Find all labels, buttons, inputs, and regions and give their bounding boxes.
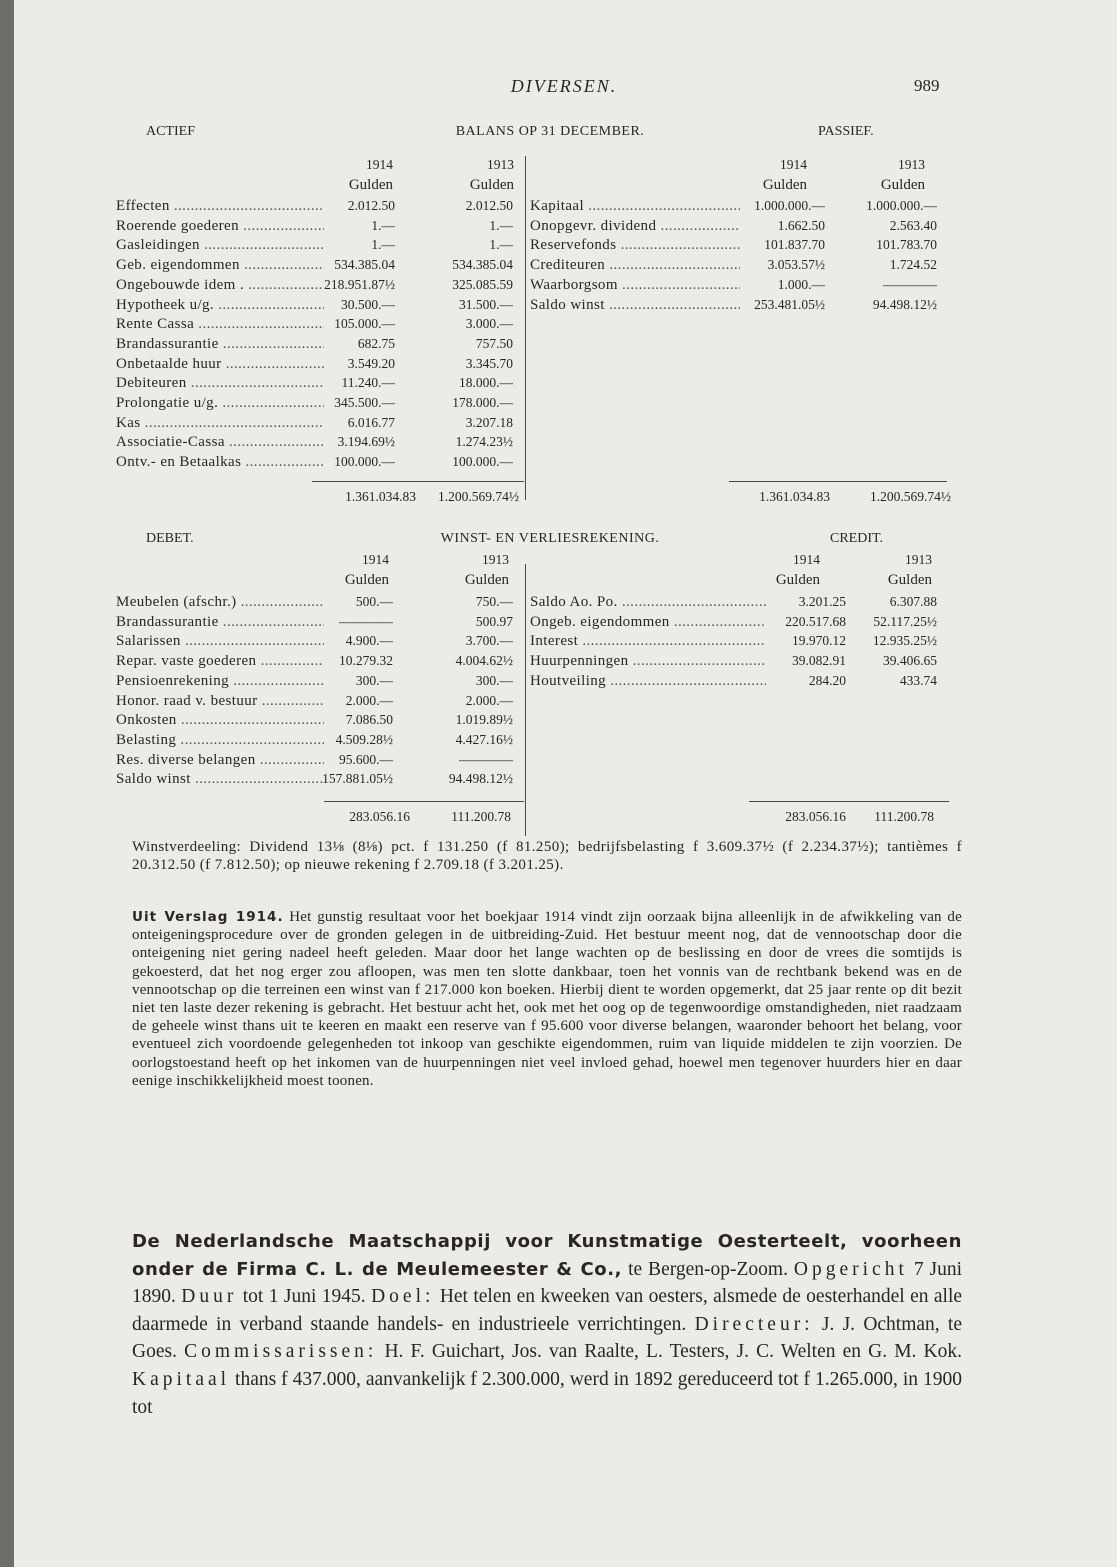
annual-report-excerpt [132, 908, 962, 1090]
total-value: 111.200.78 [451, 809, 511, 824]
duration-label: Duur [181, 1286, 238, 1308]
value-1914: 1.000.— [777, 276, 825, 292]
value-1913: 534.385.04 [452, 257, 513, 273]
row-label: Brandassurantie ..... [116, 612, 324, 632]
row-label: Ongebouwde idem . ..... [116, 275, 324, 295]
value-1913: 3.207.18 [465, 414, 513, 430]
table-row [14, 196, 1117, 216]
value-1914: 19.970.12 [792, 633, 846, 649]
row-label: Ongeb. eigendommen ..... [530, 612, 766, 632]
row-label: Reservefonds ..... [530, 235, 740, 255]
row-label: Salarissen ..... [116, 631, 324, 651]
value-1914: 100.000.— [334, 454, 395, 470]
table-row [14, 413, 1117, 433]
row-label: Pensioenrekening ..... [116, 671, 324, 691]
value-1913: 94.498.12½ [448, 771, 513, 787]
value-1913: 178.000.— [452, 395, 513, 410]
purpose-value: Het telen en kweeken van oesters, alsmede de oesterhandel en alle daarmede in verband staande handels- en industrieele verrichtingen. [132, 1286, 963, 1335]
value-1913: 500.97 [475, 613, 513, 629]
profit-distribution: Winstverdeeling: Dividend 13⅛ (8⅛) pct. f 131.250 (f 81.250); bedrijfsbelasting f 3.609.37½ (f 2.234.37½); tantièmes f 20.312.50 (f 7.812.50); op nieuwe rekening f 2.709.18 (f 3.201.25). [132, 839, 962, 873]
value-1913: ———— [459, 751, 513, 767]
value-1913: 325.085.59 [452, 276, 513, 292]
row-label: Gasleidingen ..... [116, 235, 324, 255]
value-1914: 220.517.68 [785, 613, 846, 629]
credit-total-rule [749, 801, 949, 802]
balance-divider [525, 156, 526, 500]
unit-heading: Gulden [880, 177, 925, 193]
value-1914: 3.201.25 [798, 594, 846, 609]
value-1914: 4.900.— [345, 633, 393, 649]
value-1914: 253.481.05½ [754, 296, 825, 312]
value-1914: 30.500.— [341, 296, 395, 312]
passief-label: PASSIEF. [818, 124, 874, 139]
table-row [14, 373, 1117, 393]
assets-total-rule [312, 481, 524, 482]
capital-value: thans f 437.000, aanvankelijk f 2.300.000, werd in 1892 gereduceerd tot f 1.265.000, in 1900 tot [132, 1368, 962, 1418]
value-1913: 94.498.12½ [872, 296, 937, 312]
value-1913: 1.274.23½ [455, 434, 513, 450]
page-number: 989 [914, 76, 940, 95]
row-label: Onkosten ..... [116, 710, 324, 730]
value-1913: 100.000.— [452, 454, 513, 470]
year-heading: 1914 [793, 552, 820, 567]
row-label: Kapitaal ..... [530, 196, 740, 216]
value-1913: 300.— [475, 672, 513, 688]
debet-label: DEBET. [146, 531, 194, 546]
row-label: Roerende goederen ..... [116, 216, 324, 236]
report-heading: Uit Verslag 1914. [132, 909, 284, 925]
table-row [14, 671, 1117, 691]
commissioners-label: Commissarissen: [184, 1341, 378, 1363]
row-label: Onopgevr. dividend ..... [530, 216, 740, 236]
table-row [14, 235, 1117, 255]
company-name: De Nederlandsche Maatschappij voor Kunstmatige Oesterteelt, voorheen onder de Firma C. L. de Meulemeester & Co., [132, 1231, 962, 1280]
row-label: Repar. vaste goederen ..... [116, 651, 324, 671]
row-label: Saldo winst ..... [116, 769, 324, 789]
value-1914: 3.053.57½ [767, 257, 825, 273]
running-title: DIVERSEN. [510, 76, 618, 96]
table-row [14, 452, 1117, 472]
year-heading: 1914 [780, 157, 807, 172]
value-1913: 39.406.65 [883, 653, 937, 669]
value-1914: 682.75 [357, 335, 395, 351]
row-label: Rente Cassa ..... [116, 314, 324, 334]
table-row [14, 651, 1117, 671]
row-label: Onbetaalde huur ..... [116, 354, 324, 374]
balance-title: BALANS OP 31 DECEMBER. [455, 124, 645, 139]
company-entry [132, 1228, 962, 1421]
value-1914: 1.— [371, 237, 395, 253]
row-label: Honor. raad v. bestuur ..... [116, 691, 324, 711]
value-1914: 6.016.77 [347, 414, 395, 430]
value-1913: 1.000.000.— [866, 198, 937, 213]
report-text: Het gunstig resultaat voor het boekjaar 1914 vindt zijn oorzaak bijna alleenlijk in de afwikkeling van de onteigeningsprocedure over de gronden gelegen in de uitbreiding-Zuid. Het bestuur meent nog, dat de vennootschap door die onteigening niet gering nadeel heeft geleden. Maar door het lange wachten op de beslissing en door de vrees die somtijds is gekoesterd, dat het nog erger zou afloopen, was men ten slotte dankbaar, toen het vonnis van de rechtbank bekend was en de vennootschap op die terreinen een winst van f 217.000 kon boeken. Hierbij dient te worden opgemerkt, dat 25 jaar rente op dit bezit niet ten laste dezer rekening is gebracht. Het bestuur acht het, ook met het oog op de tegenwoordige omstandigheden, niet raadzaam de geheele winst thans uit te keeren en maakt een reserve van f 95.600 voor diverse belangen, waaronder behoort het belang, voor eventueel zich voordoende gelegenheden tot inkoop van geschikte eigendommen, ruim van liquide middelen te zijn voorzien. De oorlogstoestand heeft op het inkomen van de huurpenningen niet veel invloed gehad, hoewel men tegenover huurders hier en daar eenige inschikkelijkheid moest toonen. [132, 909, 962, 1089]
value-1913: ———— [883, 276, 937, 292]
table-row [14, 710, 1117, 730]
value-1914: 284.20 [808, 672, 846, 688]
unit-heading: Gulden [469, 177, 514, 193]
value-1914: 101.837.70 [764, 237, 825, 253]
value-1914: 1.— [371, 217, 395, 233]
year-heading: 1913 [905, 552, 932, 567]
value-1913: 12.935.25½ [872, 633, 937, 649]
value-1913: 1.— [489, 237, 513, 253]
row-label: Belasting ..... [116, 730, 324, 750]
row-label: Saldo winst ..... [530, 295, 740, 315]
row-label: Associatie-Cassa ..... [116, 432, 324, 452]
value-1914: 7.086.50 [345, 712, 393, 728]
table-row [14, 275, 1117, 295]
year-heading: 1913 [487, 157, 514, 172]
value-1914: ———— [339, 613, 393, 629]
row-label: Meubelen (afschr.) ..... [116, 592, 324, 612]
value-1914: 10.279.32 [339, 653, 393, 669]
duration-value: tot 1 Juni 1945. [242, 1286, 366, 1308]
row-label: Res. diverse belangen ..... [116, 750, 324, 770]
table-row [14, 432, 1117, 452]
total-value: 1.361.034.83 [345, 489, 416, 504]
row-label: Crediteuren ..... [530, 255, 740, 275]
value-1913: 1.— [489, 217, 513, 233]
value-1913: 4.004.62½ [455, 653, 513, 669]
row-label: Kas ..... [116, 413, 324, 433]
value-1914: 39.082.91 [792, 653, 846, 669]
table-row [14, 631, 1117, 651]
capital-label: Kapitaal [132, 1368, 231, 1390]
value-1913: 2.563.40 [889, 217, 937, 233]
value-1913: 31.500.— [459, 296, 513, 312]
table-row [14, 691, 1117, 711]
table-row [14, 612, 1117, 632]
unit-heading: Gulden [464, 572, 509, 588]
table-row [14, 592, 1117, 612]
actief-label: ACTIEF [146, 124, 195, 139]
total-value: 283.056.16 [785, 809, 846, 824]
table-row [14, 750, 1117, 770]
value-1914: 1.000.000.— [754, 198, 825, 213]
table-row [14, 769, 1117, 789]
total-value: 283.056.16 [349, 809, 410, 824]
row-label: Prolongatie u/g. ..... [116, 393, 324, 413]
value-1914: 534.385.04 [334, 257, 395, 273]
row-label: Ontv.- en Betaalkas ..... [116, 452, 324, 472]
value-1913: 1.019.89½ [455, 712, 513, 728]
value-1913: 3.000.— [465, 316, 513, 332]
running-header [14, 76, 1117, 100]
value-1914: 157.881.05½ [322, 771, 393, 787]
row-label: Saldo Ao. Po. ..... [530, 592, 766, 612]
unit-heading: Gulden [762, 177, 807, 193]
value-1913: 3.700.— [465, 633, 513, 649]
row-label: Geb. eigendommen ..... [116, 255, 324, 275]
value-1913: 433.74 [899, 672, 937, 688]
pl-divider [525, 564, 526, 836]
debit-total-rule [324, 801, 524, 802]
total-value: 111.200.78 [874, 809, 934, 824]
table-row [14, 334, 1117, 354]
commissioners-value: H. F. Guichart, Jos. van Raalte, L. Testers, J. C. Welten en G. M. Kok. [384, 1341, 963, 1363]
row-label: Debiteuren ..... [116, 373, 324, 393]
total-value: 1.200.569.74½ [870, 489, 951, 504]
table-row [14, 730, 1117, 750]
credit-label: CREDIT. [830, 531, 884, 546]
value-1913: 3.345.70 [465, 355, 513, 371]
value-1913: 18.000.— [459, 375, 513, 391]
total-value: 1.361.034.83 [759, 489, 830, 504]
value-1914: 3.549.20 [347, 355, 395, 371]
year-heading: 1913 [898, 157, 925, 172]
year-heading: 1913 [482, 552, 509, 567]
table-row [14, 255, 1117, 275]
company-location: te Bergen-op-Zoom. [628, 1258, 788, 1280]
row-label: Huurpenningen ..... [530, 651, 766, 671]
unit-heading: Gulden [775, 572, 820, 588]
value-1913: 2.012.50 [465, 198, 513, 213]
value-1913: 52.117.25½ [873, 613, 937, 629]
total-value: 1.200.569.74½ [438, 489, 519, 504]
value-1913: 2.000.— [465, 692, 513, 708]
row-label: Houtveiling ..... [530, 671, 766, 691]
document-page [14, 0, 1117, 1567]
director-value: J. J. Ochtman, te Goes. [132, 1313, 963, 1363]
row-label: Hypotheek u/g. ..... [116, 295, 324, 315]
year-heading: 1914 [366, 157, 393, 172]
value-1914: 345.500.— [334, 395, 395, 410]
balance-header [14, 124, 1117, 144]
table-row [14, 216, 1117, 236]
value-1913: 750.— [475, 594, 513, 609]
value-1914: 500.— [355, 594, 393, 609]
value-1914: 1.662.50 [777, 217, 825, 233]
founded-date: 7 Juni 1890. [132, 1258, 963, 1308]
row-label: Interest ..... [530, 631, 766, 651]
value-1913: 757.50 [475, 335, 513, 351]
value-1914: 105.000.— [334, 316, 395, 332]
value-1914: 300.— [355, 672, 393, 688]
pl-header [14, 531, 1117, 551]
value-1914: 3.194.69½ [337, 434, 395, 450]
value-1913: 4.427.16½ [455, 731, 513, 747]
pl-title: WINST- EN VERLIESREKENING. [440, 531, 660, 546]
director-label: Directeur: [694, 1313, 814, 1335]
founded-label: Opgericht [793, 1258, 908, 1280]
value-1913: 6.307.88 [889, 594, 937, 609]
value-1914: 2.012.50 [347, 198, 395, 213]
year-heading: 1914 [362, 552, 389, 567]
unit-heading: Gulden [887, 572, 932, 588]
liabilities-total-rule [729, 481, 947, 482]
value-1913: 1.724.52 [889, 257, 937, 273]
row-label: Effecten ..... [116, 196, 324, 216]
unit-heading: Gulden [348, 177, 393, 193]
row-label: Brandassurantie ..... [116, 334, 324, 354]
value-1914: 95.600.— [339, 751, 393, 767]
table-row [14, 354, 1117, 374]
value-1913: 101.783.70 [876, 237, 937, 253]
value-1914: 218.951.87½ [324, 276, 395, 292]
value-1914: 11.240.— [341, 375, 395, 391]
table-row [14, 393, 1117, 413]
table-row [14, 314, 1117, 334]
unit-heading: Gulden [344, 572, 389, 588]
row-label: Waarborgsom ..... [530, 275, 740, 295]
value-1914: 2.000.— [345, 692, 393, 708]
purpose-label: Doel: [371, 1286, 435, 1308]
value-1914: 4.509.28½ [335, 731, 393, 747]
table-row [14, 295, 1117, 315]
